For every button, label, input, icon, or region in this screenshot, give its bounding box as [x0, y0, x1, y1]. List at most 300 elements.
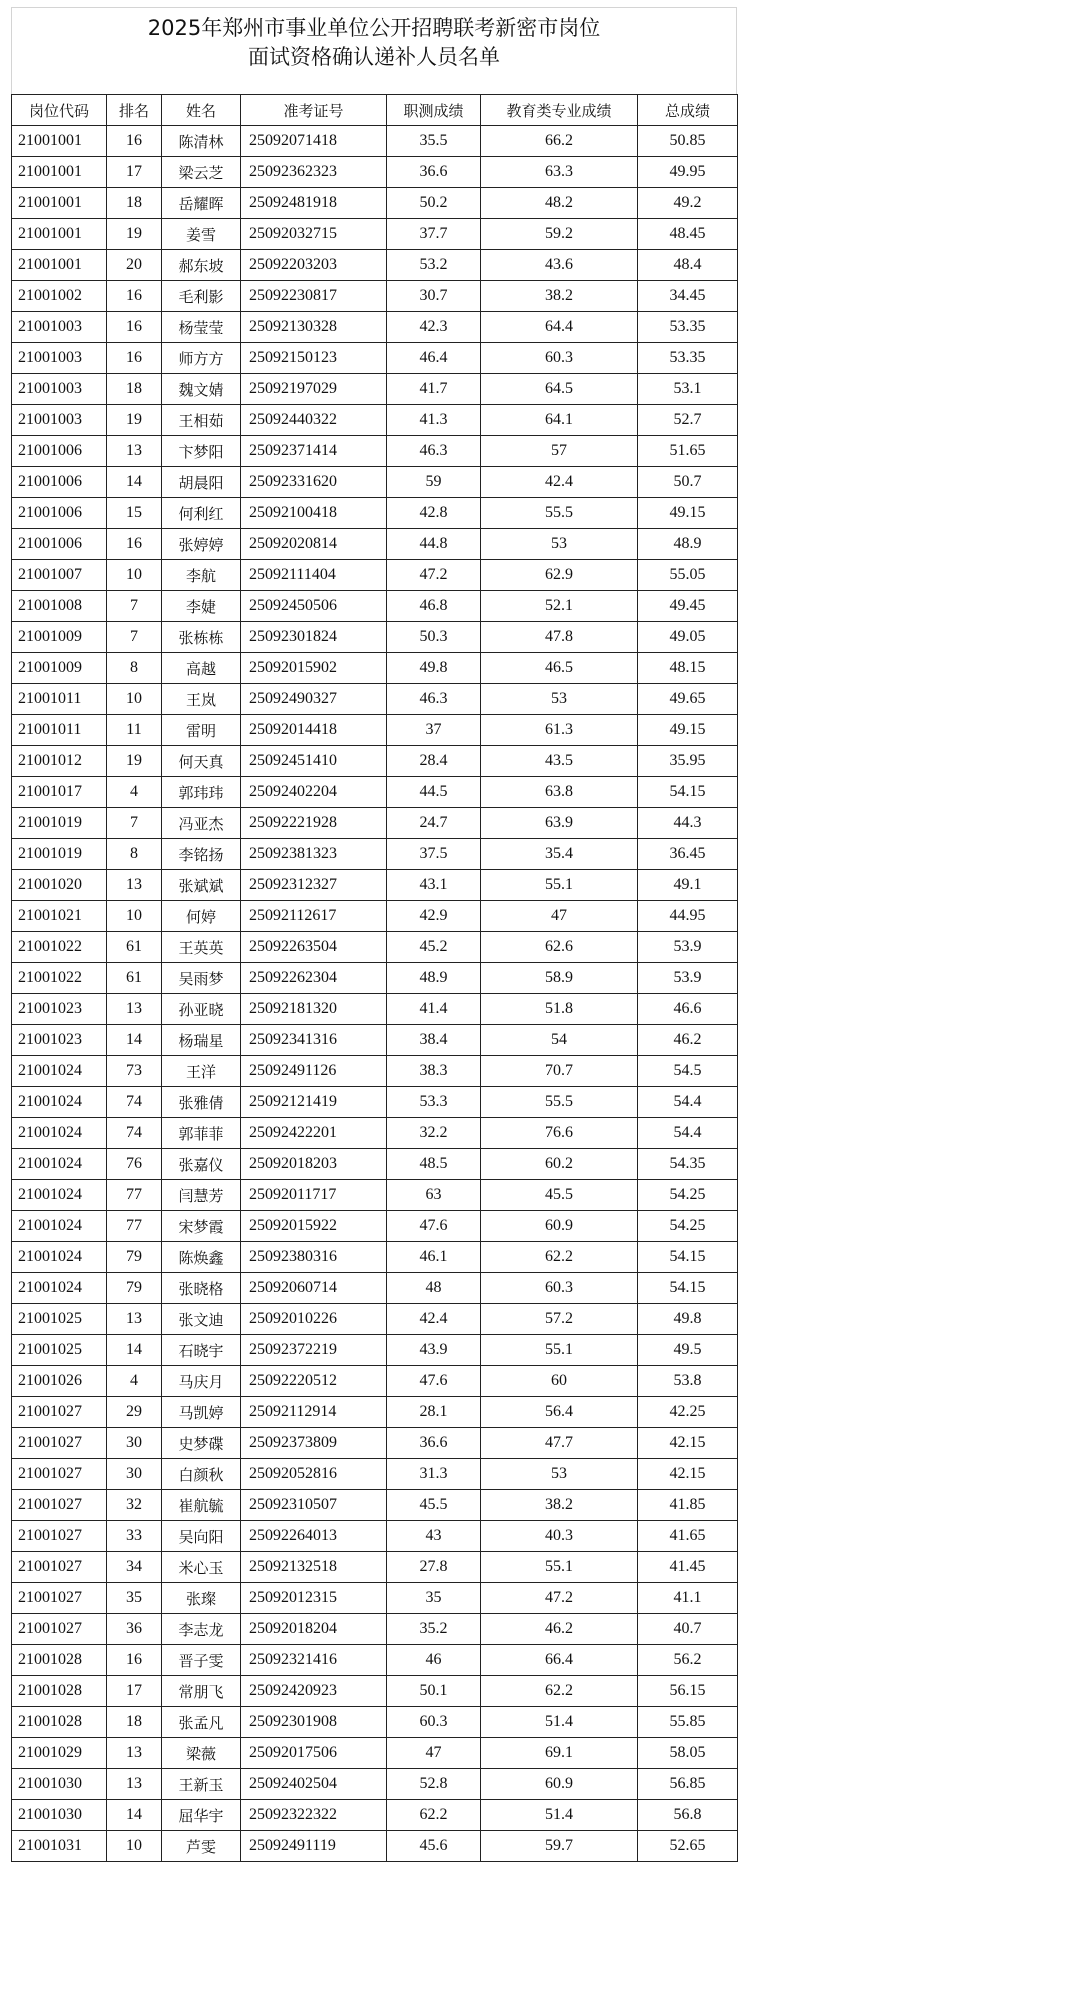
rank-cell: 20	[107, 250, 162, 281]
header-post-code: 岗位代码	[12, 95, 107, 126]
aptitude-score-cell: 59	[387, 467, 481, 498]
education-score-cell: 62.2	[481, 1242, 638, 1273]
table-row	[12, 1428, 738, 1459]
table-row	[12, 1769, 738, 1800]
total-score-cell: 41.65	[638, 1521, 738, 1552]
total-score-cell: 53.1	[638, 374, 738, 405]
ticket-number-cell: 25092052816	[241, 1459, 387, 1490]
education-score-cell: 52.1	[481, 591, 638, 622]
name-cell: 宋梦霞	[162, 1211, 241, 1242]
post-code-cell: 21001003	[12, 343, 107, 374]
rank-cell: 13	[107, 1304, 162, 1335]
name-cell: 何利红	[162, 498, 241, 529]
rank-cell: 16	[107, 281, 162, 312]
total-score-cell: 53.8	[638, 1366, 738, 1397]
table-row	[12, 901, 738, 932]
rank-cell: 33	[107, 1521, 162, 1552]
total-score-cell: 48.15	[638, 653, 738, 684]
aptitude-score-cell: 41.7	[387, 374, 481, 405]
rank-cell: 34	[107, 1552, 162, 1583]
name-cell: 张雅倩	[162, 1087, 241, 1118]
education-score-cell: 60.2	[481, 1149, 638, 1180]
header-row	[12, 95, 738, 126]
ticket-number-cell: 25092203203	[241, 250, 387, 281]
total-score-cell: 46.2	[638, 1025, 738, 1056]
post-code-cell: 21001029	[12, 1738, 107, 1769]
aptitude-score-cell: 35.2	[387, 1614, 481, 1645]
total-score-cell: 56.15	[638, 1676, 738, 1707]
aptitude-score-cell: 41.4	[387, 994, 481, 1025]
rank-cell: 79	[107, 1273, 162, 1304]
total-score-cell: 53.35	[638, 312, 738, 343]
total-score-cell: 48.9	[638, 529, 738, 560]
post-code-cell: 21001027	[12, 1614, 107, 1645]
name-cell: 米心玉	[162, 1552, 241, 1583]
post-code-cell: 21001027	[12, 1459, 107, 1490]
education-score-cell: 46.5	[481, 653, 638, 684]
aptitude-score-cell: 50.1	[387, 1676, 481, 1707]
aptitude-score-cell: 45.5	[387, 1490, 481, 1521]
total-score-cell: 54.25	[638, 1211, 738, 1242]
name-cell: 郭菲菲	[162, 1118, 241, 1149]
ticket-number-cell: 25092490327	[241, 684, 387, 715]
education-score-cell: 51.4	[481, 1800, 638, 1831]
rank-cell: 77	[107, 1211, 162, 1242]
ticket-number-cell: 25092321416	[241, 1645, 387, 1676]
ticket-number-cell: 25092015922	[241, 1211, 387, 1242]
table-row	[12, 312, 738, 343]
total-score-cell: 53.35	[638, 343, 738, 374]
post-code-cell: 21001019	[12, 808, 107, 839]
post-code-cell: 21001024	[12, 1180, 107, 1211]
post-code-cell: 21001020	[12, 870, 107, 901]
total-score-cell: 34.45	[638, 281, 738, 312]
rank-cell: 19	[107, 219, 162, 250]
education-score-cell: 63.8	[481, 777, 638, 808]
education-score-cell: 63.3	[481, 157, 638, 188]
education-score-cell: 55.5	[481, 498, 638, 529]
post-code-cell: 21001003	[12, 374, 107, 405]
ticket-number-cell: 25092491119	[241, 1831, 387, 1862]
post-code-cell: 21001030	[12, 1800, 107, 1831]
education-score-cell: 47.2	[481, 1583, 638, 1614]
table-row	[12, 188, 738, 219]
education-score-cell: 60	[481, 1366, 638, 1397]
name-cell: 姜雪	[162, 219, 241, 250]
aptitude-score-cell: 48	[387, 1273, 481, 1304]
ticket-number-cell: 25092221928	[241, 808, 387, 839]
ticket-number-cell: 25092220512	[241, 1366, 387, 1397]
total-score-cell: 50.85	[638, 126, 738, 157]
education-score-cell: 51.8	[481, 994, 638, 1025]
ticket-number-cell: 25092015902	[241, 653, 387, 684]
education-score-cell: 69.1	[481, 1738, 638, 1769]
header-education-score: 教育类专业成绩	[481, 95, 638, 126]
education-score-cell: 45.5	[481, 1180, 638, 1211]
table-row	[12, 1676, 738, 1707]
education-score-cell: 43.5	[481, 746, 638, 777]
aptitude-score-cell: 50.3	[387, 622, 481, 653]
name-cell: 崔航毓	[162, 1490, 241, 1521]
ticket-number-cell: 25092112914	[241, 1397, 387, 1428]
education-score-cell: 61.3	[481, 715, 638, 746]
ticket-number-cell: 25092331620	[241, 467, 387, 498]
table-row	[12, 839, 738, 870]
total-score-cell: 56.85	[638, 1769, 738, 1800]
total-score-cell: 35.95	[638, 746, 738, 777]
name-cell: 张文迪	[162, 1304, 241, 1335]
rank-cell: 7	[107, 622, 162, 653]
ticket-number-cell: 25092373809	[241, 1428, 387, 1459]
post-code-cell: 21001006	[12, 498, 107, 529]
table-body	[12, 126, 738, 1862]
total-score-cell: 49.15	[638, 715, 738, 746]
education-score-cell: 62.2	[481, 1676, 638, 1707]
ticket-number-cell: 25092451410	[241, 746, 387, 777]
rank-cell: 18	[107, 1707, 162, 1738]
education-score-cell: 40.3	[481, 1521, 638, 1552]
education-score-cell: 62.6	[481, 932, 638, 963]
total-score-cell: 58.05	[638, 1738, 738, 1769]
post-code-cell: 21001001	[12, 157, 107, 188]
ticket-number-cell: 25092372219	[241, 1335, 387, 1366]
ticket-number-cell: 25092491126	[241, 1056, 387, 1087]
ticket-number-cell: 25092032715	[241, 219, 387, 250]
education-score-cell: 64.4	[481, 312, 638, 343]
education-score-cell: 55.1	[481, 1552, 638, 1583]
total-score-cell: 54.15	[638, 1273, 738, 1304]
name-cell: 何婷	[162, 901, 241, 932]
post-code-cell: 21001011	[12, 684, 107, 715]
total-score-cell: 50.7	[638, 467, 738, 498]
rank-cell: 19	[107, 746, 162, 777]
aptitude-score-cell: 48.9	[387, 963, 481, 994]
aptitude-score-cell: 36.6	[387, 1428, 481, 1459]
rank-cell: 36	[107, 1614, 162, 1645]
education-score-cell: 38.2	[481, 1490, 638, 1521]
table-row	[12, 126, 738, 157]
table-row	[12, 436, 738, 467]
rank-cell: 13	[107, 1738, 162, 1769]
post-code-cell: 21001001	[12, 250, 107, 281]
name-cell: 张晓格	[162, 1273, 241, 1304]
total-score-cell: 42.15	[638, 1459, 738, 1490]
aptitude-score-cell: 42.9	[387, 901, 481, 932]
table-row	[12, 932, 738, 963]
table-row	[12, 622, 738, 653]
table-row	[12, 1583, 738, 1614]
post-code-cell: 21001028	[12, 1645, 107, 1676]
table-row	[12, 281, 738, 312]
rank-cell: 16	[107, 343, 162, 374]
education-score-cell: 53	[481, 684, 638, 715]
rank-cell: 30	[107, 1428, 162, 1459]
total-score-cell: 49.8	[638, 1304, 738, 1335]
table-row	[12, 498, 738, 529]
table-row	[12, 1490, 738, 1521]
rank-cell: 14	[107, 1800, 162, 1831]
total-score-cell: 41.45	[638, 1552, 738, 1583]
total-score-cell: 44.3	[638, 808, 738, 839]
table-row	[12, 715, 738, 746]
aptitude-score-cell: 63	[387, 1180, 481, 1211]
education-score-cell: 64.5	[481, 374, 638, 405]
aptitude-score-cell: 30.7	[387, 281, 481, 312]
education-score-cell: 66.2	[481, 126, 638, 157]
rank-cell: 16	[107, 126, 162, 157]
rank-cell: 14	[107, 1025, 162, 1056]
rank-cell: 74	[107, 1118, 162, 1149]
header-ticket-number: 准考证号	[241, 95, 387, 126]
name-cell: 李志龙	[162, 1614, 241, 1645]
name-cell: 冯亚杰	[162, 808, 241, 839]
table-row	[12, 1149, 738, 1180]
education-score-cell: 60.9	[481, 1211, 638, 1242]
rank-cell: 29	[107, 1397, 162, 1428]
post-code-cell: 21001023	[12, 1025, 107, 1056]
table-row	[12, 1273, 738, 1304]
document-title	[11, 7, 737, 73]
rank-cell: 7	[107, 591, 162, 622]
aptitude-score-cell: 46.3	[387, 684, 481, 715]
post-code-cell: 21001024	[12, 1149, 107, 1180]
rank-cell: 17	[107, 1676, 162, 1707]
total-score-cell: 54.35	[638, 1149, 738, 1180]
post-code-cell: 21001006	[12, 467, 107, 498]
education-score-cell: 42.4	[481, 467, 638, 498]
name-cell: 魏文婧	[162, 374, 241, 405]
post-code-cell: 21001008	[12, 591, 107, 622]
name-cell: 吴向阳	[162, 1521, 241, 1552]
ticket-number-cell: 25092111404	[241, 560, 387, 591]
table-row	[12, 1800, 738, 1831]
education-score-cell: 57	[481, 436, 638, 467]
total-score-cell: 49.2	[638, 188, 738, 219]
rank-cell: 10	[107, 684, 162, 715]
name-cell: 胡晨阳	[162, 467, 241, 498]
education-score-cell: 51.4	[481, 1707, 638, 1738]
rank-cell: 74	[107, 1087, 162, 1118]
post-code-cell: 21001025	[12, 1304, 107, 1335]
aptitude-score-cell: 47.2	[387, 560, 481, 591]
name-cell: 师方方	[162, 343, 241, 374]
aptitude-score-cell: 46	[387, 1645, 481, 1676]
aptitude-score-cell: 47.6	[387, 1366, 481, 1397]
aptitude-score-cell: 42.8	[387, 498, 481, 529]
ticket-number-cell: 25092018204	[241, 1614, 387, 1645]
ticket-number-cell: 25092450506	[241, 591, 387, 622]
header-rank: 排名	[107, 95, 162, 126]
table-row	[12, 1707, 738, 1738]
post-code-cell: 21001007	[12, 560, 107, 591]
total-score-cell: 56.2	[638, 1645, 738, 1676]
rank-cell: 16	[107, 312, 162, 343]
name-cell: 毛利影	[162, 281, 241, 312]
education-score-cell: 54	[481, 1025, 638, 1056]
post-code-cell: 21001017	[12, 777, 107, 808]
total-score-cell: 42.15	[638, 1428, 738, 1459]
ticket-number-cell: 25092322322	[241, 1800, 387, 1831]
table-row	[12, 1335, 738, 1366]
name-cell: 杨莹莹	[162, 312, 241, 343]
post-code-cell: 21001024	[12, 1211, 107, 1242]
post-code-cell: 21001023	[12, 994, 107, 1025]
name-cell: 常朋飞	[162, 1676, 241, 1707]
post-code-cell: 21001012	[12, 746, 107, 777]
ticket-number-cell: 25092012315	[241, 1583, 387, 1614]
name-cell: 王洋	[162, 1056, 241, 1087]
name-cell: 张斌斌	[162, 870, 241, 901]
post-code-cell: 21001024	[12, 1056, 107, 1087]
education-score-cell: 62.9	[481, 560, 638, 591]
post-code-cell: 21001001	[12, 219, 107, 250]
aptitude-score-cell: 47.6	[387, 1211, 481, 1242]
education-score-cell: 38.2	[481, 281, 638, 312]
ticket-number-cell: 25092010226	[241, 1304, 387, 1335]
post-code-cell: 21001002	[12, 281, 107, 312]
name-cell: 卞梦阳	[162, 436, 241, 467]
table-row	[12, 1025, 738, 1056]
education-score-cell: 63.9	[481, 808, 638, 839]
name-cell: 史梦碟	[162, 1428, 241, 1459]
ticket-number-cell: 25092371414	[241, 436, 387, 467]
ticket-number-cell: 25092341316	[241, 1025, 387, 1056]
name-cell: 李航	[162, 560, 241, 591]
table-row	[12, 1738, 738, 1769]
post-code-cell: 21001027	[12, 1552, 107, 1583]
title-line-2: 面试资格确认递补人员名单	[248, 45, 500, 69]
table-row	[12, 963, 738, 994]
ticket-number-cell: 25092150123	[241, 343, 387, 374]
candidate-table	[11, 94, 738, 1862]
total-score-cell: 49.45	[638, 591, 738, 622]
total-score-cell: 54.15	[638, 1242, 738, 1273]
post-code-cell: 21001003	[12, 312, 107, 343]
name-cell: 梁薇	[162, 1738, 241, 1769]
ticket-number-cell: 25092312327	[241, 870, 387, 901]
post-code-cell: 21001026	[12, 1366, 107, 1397]
ticket-number-cell: 25092263504	[241, 932, 387, 963]
aptitude-score-cell: 43.1	[387, 870, 481, 901]
rank-cell: 4	[107, 1366, 162, 1397]
post-code-cell: 21001027	[12, 1521, 107, 1552]
name-cell: 梁云芝	[162, 157, 241, 188]
aptitude-score-cell: 24.7	[387, 808, 481, 839]
rank-cell: 32	[107, 1490, 162, 1521]
rank-cell: 77	[107, 1180, 162, 1211]
education-score-cell: 59.2	[481, 219, 638, 250]
table-row	[12, 1645, 738, 1676]
education-score-cell: 55.1	[481, 1335, 638, 1366]
name-cell: 王新玉	[162, 1769, 241, 1800]
rank-cell: 35	[107, 1583, 162, 1614]
name-cell: 张婷婷	[162, 529, 241, 560]
post-code-cell: 21001024	[12, 1242, 107, 1273]
aptitude-score-cell: 49.8	[387, 653, 481, 684]
rank-cell: 4	[107, 777, 162, 808]
total-score-cell: 54.4	[638, 1118, 738, 1149]
education-score-cell: 57.2	[481, 1304, 638, 1335]
post-code-cell: 21001030	[12, 1769, 107, 1800]
aptitude-score-cell: 37	[387, 715, 481, 746]
aptitude-score-cell: 46.3	[387, 436, 481, 467]
education-score-cell: 55.5	[481, 1087, 638, 1118]
rank-cell: 7	[107, 808, 162, 839]
education-score-cell: 58.9	[481, 963, 638, 994]
total-score-cell: 49.1	[638, 870, 738, 901]
education-score-cell: 60.9	[481, 1769, 638, 1800]
ticket-number-cell: 25092402204	[241, 777, 387, 808]
name-cell: 白颜秋	[162, 1459, 241, 1490]
table-row	[12, 405, 738, 436]
total-score-cell: 48.45	[638, 219, 738, 250]
table-row	[12, 374, 738, 405]
education-score-cell: 43.6	[481, 250, 638, 281]
total-score-cell: 54.15	[638, 777, 738, 808]
table-row	[12, 560, 738, 591]
ticket-number-cell: 25092380316	[241, 1242, 387, 1273]
aptitude-score-cell: 45.6	[387, 1831, 481, 1862]
rank-cell: 18	[107, 374, 162, 405]
name-cell: 石晓宇	[162, 1335, 241, 1366]
aptitude-score-cell: 60.3	[387, 1707, 481, 1738]
ticket-number-cell: 25092481918	[241, 188, 387, 219]
aptitude-score-cell: 53.3	[387, 1087, 481, 1118]
education-score-cell: 53	[481, 1459, 638, 1490]
post-code-cell: 21001027	[12, 1397, 107, 1428]
results-sheet	[11, 7, 737, 1862]
aptitude-score-cell: 47	[387, 1738, 481, 1769]
rank-cell: 11	[107, 715, 162, 746]
education-score-cell: 46.2	[481, 1614, 638, 1645]
aptitude-score-cell: 43.9	[387, 1335, 481, 1366]
rank-cell: 76	[107, 1149, 162, 1180]
name-cell: 马凯婷	[162, 1397, 241, 1428]
post-code-cell: 21001027	[12, 1490, 107, 1521]
post-code-cell: 21001025	[12, 1335, 107, 1366]
ticket-number-cell: 25092100418	[241, 498, 387, 529]
table-row	[12, 157, 738, 188]
table-row	[12, 1831, 738, 1862]
ticket-number-cell: 25092020814	[241, 529, 387, 560]
name-cell: 闫慧芳	[162, 1180, 241, 1211]
total-score-cell: 48.4	[638, 250, 738, 281]
name-cell: 马庆月	[162, 1366, 241, 1397]
aptitude-score-cell: 42.3	[387, 312, 481, 343]
ticket-number-cell: 25092181320	[241, 994, 387, 1025]
post-code-cell: 21001028	[12, 1707, 107, 1738]
total-score-cell: 53.9	[638, 963, 738, 994]
table-row	[12, 1521, 738, 1552]
aptitude-score-cell: 62.2	[387, 1800, 481, 1831]
education-score-cell: 47.8	[481, 622, 638, 653]
total-score-cell: 52.65	[638, 1831, 738, 1862]
name-cell: 高越	[162, 653, 241, 684]
post-code-cell: 21001024	[12, 1273, 107, 1304]
name-cell: 屈华宇	[162, 1800, 241, 1831]
ticket-number-cell: 25092130328	[241, 312, 387, 343]
post-code-cell: 21001022	[12, 932, 107, 963]
aptitude-score-cell: 35.5	[387, 126, 481, 157]
title-line-1: 2025年郑州市事业单位公开招聘联考新密市岗位	[147, 16, 601, 40]
ticket-number-cell: 25092422201	[241, 1118, 387, 1149]
total-score-cell: 49.65	[638, 684, 738, 715]
education-score-cell: 53	[481, 529, 638, 560]
table-row	[12, 467, 738, 498]
name-cell: 王英英	[162, 932, 241, 963]
table-row	[12, 684, 738, 715]
aptitude-score-cell: 48.5	[387, 1149, 481, 1180]
